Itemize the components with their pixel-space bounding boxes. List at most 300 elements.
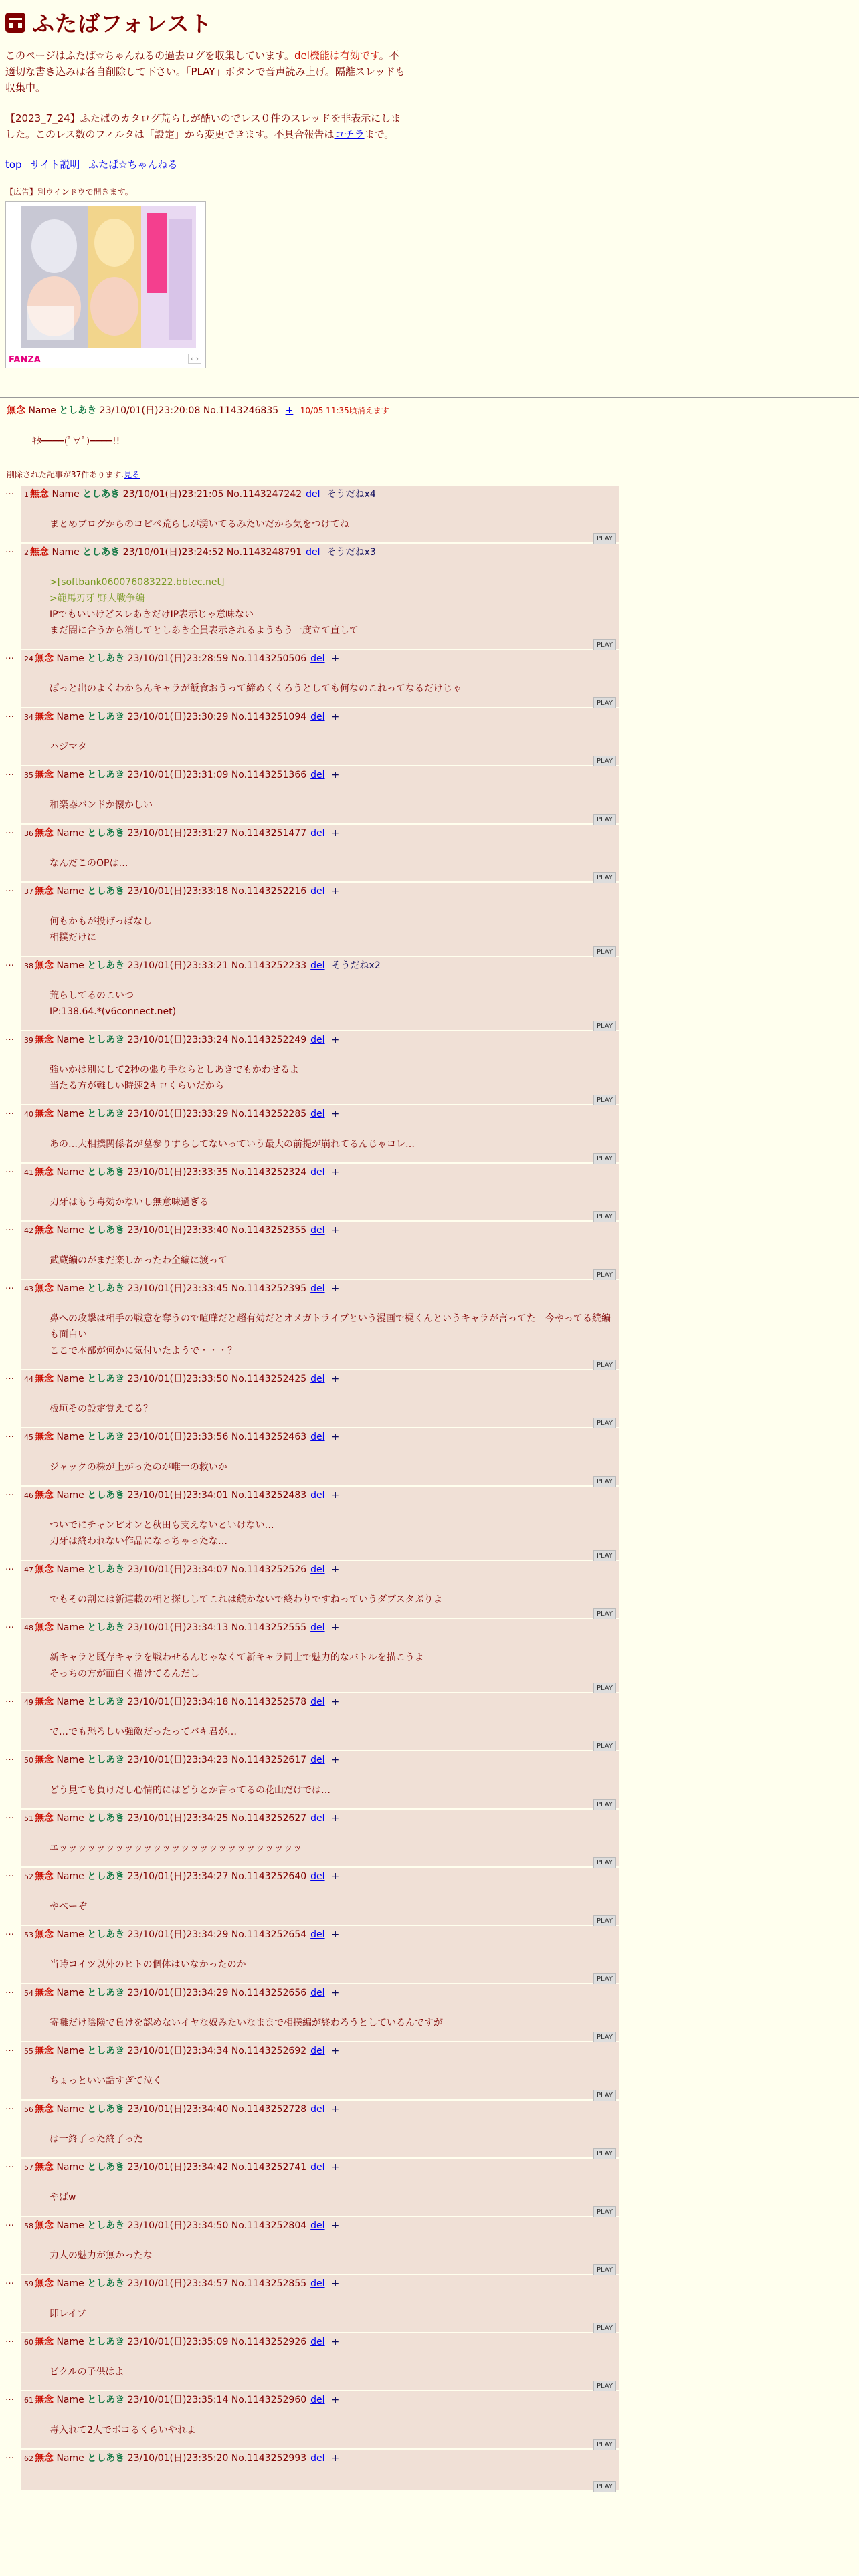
- reply-indent: …: [5, 1985, 14, 1996]
- reply-indent: …: [5, 2335, 14, 2345]
- sodane-button[interactable]: +: [331, 2162, 340, 2173]
- reply-body: [50, 1401, 616, 1417]
- reply-index: 56: [24, 2105, 33, 2114]
- play-button[interactable]: PLAY: [593, 639, 616, 651]
- reply-index: 42: [24, 1226, 33, 1235]
- reply-index: 50: [24, 1756, 33, 1765]
- reply-datetime: 23/10/01(日)23:34:27: [127, 1871, 229, 1882]
- bug-report-link[interactable]: コチラ: [334, 128, 365, 140]
- op-expire-note: 10/05 11:35頃消えます: [300, 406, 389, 415]
- del-link[interactable]: del: [310, 2046, 325, 2056]
- reply-indent: …: [5, 1033, 14, 1043]
- reply-number[interactable]: No.1143251366: [231, 770, 307, 780]
- table-row: [5, 2450, 859, 2490]
- reply-name-label: Name: [56, 2337, 84, 2347]
- reply-index: 35: [24, 771, 33, 780]
- reply-name-label: Name: [56, 653, 84, 664]
- reply-footer: [24, 1915, 616, 1925]
- reply-post: [21, 1280, 619, 1369]
- deleted-note-text: 削除された記事が37件あります.: [7, 470, 124, 479]
- table-row: [5, 2275, 859, 2332]
- play-button[interactable]: PLAY: [593, 946, 616, 958]
- futaba-logo-icon[interactable]: [5, 13, 25, 33]
- del-link[interactable]: del: [310, 1564, 325, 1575]
- sodane-button[interactable]: +: [331, 1035, 340, 1045]
- reply-line: まとめブログからのコピペ荒らしが湧いてるみたいだから気をつけてね: [50, 519, 349, 530]
- reply-number[interactable]: No.1143252640: [231, 1871, 307, 1882]
- reply-number[interactable]: No.1143252425: [231, 1374, 307, 1384]
- reply-footer: [24, 2206, 616, 2216]
- sodane-button[interactable]: そうだねx2: [331, 960, 381, 971]
- reply-index: 54: [24, 1989, 33, 1998]
- reply-line: 寄囃だけ陰険で負けを認めないイヤな奴みたいなままで相撲編が終わろうとしているんですが: [50, 2018, 443, 2028]
- reply-index: 62: [24, 2454, 33, 2463]
- reply-datetime: 23/10/01(日)23:34:25: [127, 1813, 229, 1824]
- reply-body: [50, 2364, 616, 2380]
- table-row: [5, 1810, 859, 1866]
- del-link[interactable]: del: [310, 2278, 325, 2289]
- del-link[interactable]: del: [310, 1755, 325, 1765]
- play-button[interactable]: PLAY: [593, 1799, 616, 1810]
- del-link[interactable]: del: [310, 1283, 325, 1294]
- reply-line: やべーぞ: [50, 1901, 87, 1912]
- reply-name: としあき: [87, 1225, 125, 1236]
- play-button[interactable]: PLAY: [593, 1269, 616, 1281]
- reply-number[interactable]: No.1143252741: [231, 2162, 307, 2173]
- play-button[interactable]: PLAY: [593, 1683, 616, 1694]
- play-button[interactable]: PLAY: [593, 1857, 616, 1868]
- intro2-text-post: まで。: [364, 128, 395, 140]
- reply-datetime: 23/10/01(日)23:33:18: [127, 886, 229, 897]
- table-row: [5, 2159, 859, 2216]
- play-button[interactable]: PLAY: [593, 533, 616, 544]
- reply-body: [50, 1136, 616, 1152]
- reply-post: [21, 544, 619, 649]
- play-button[interactable]: PLAY: [593, 2148, 616, 2159]
- sodane-button[interactable]: +: [331, 1988, 340, 1998]
- reply-indent: …: [5, 2451, 14, 2461]
- sodane-button[interactable]: +: [331, 1622, 340, 1633]
- reply-number[interactable]: No.1143248791: [226, 547, 302, 558]
- sodane-button[interactable]: +: [331, 653, 340, 664]
- reply-number[interactable]: No.1143252483: [231, 1490, 307, 1501]
- reply-line: どう見ても負けだし心情的にはどうとか言ってるの花山だけでは…: [50, 1785, 330, 1796]
- reply-indent: …: [5, 1869, 14, 1879]
- table-row: [5, 2042, 859, 2099]
- del-link[interactable]: del: [310, 1871, 325, 1882]
- sodane-button[interactable]: +: [331, 1697, 340, 1707]
- del-link[interactable]: del: [310, 1167, 325, 1178]
- del-link[interactable]: del: [306, 489, 320, 500]
- reply-number[interactable]: No.1143252249: [231, 1035, 307, 1045]
- reply-post: [21, 2275, 619, 2332]
- sodane-button[interactable]: +: [331, 886, 340, 897]
- op-number[interactable]: No.1143246835: [203, 405, 279, 416]
- table-row: [5, 650, 859, 707]
- reply-subject: 無念: [35, 1225, 54, 1236]
- reply-number[interactable]: No.1143251477: [231, 828, 307, 839]
- reply-name-label: Name: [56, 1871, 84, 1882]
- del-link[interactable]: del: [310, 2162, 325, 2173]
- sodane-button[interactable]: +: [331, 1564, 340, 1575]
- reply-name-label: Name: [52, 547, 80, 558]
- reply-line: でもその割には新連載の相と探ししてこれは続かないで終わりですねっていうダブスタぶりよ: [50, 1594, 443, 1605]
- reply-number[interactable]: No.1143247242: [226, 489, 302, 500]
- reply-index: 58: [24, 2222, 33, 2230]
- reply-line: 新キャラと既存キャラを戦わせるんじゃなくて新キャラ同士で魅力的なバトルを描こうよ: [50, 1652, 424, 1663]
- reply-body: [50, 739, 616, 755]
- reply-footer: [24, 639, 616, 649]
- del-link[interactable]: del: [310, 712, 325, 722]
- reply-datetime: 23/10/01(日)23:35:20: [127, 2453, 229, 2464]
- reply-subject: 無念: [35, 1755, 54, 1765]
- reply-footer: [24, 1856, 616, 1866]
- intro-paragraph-1: [5, 47, 407, 96]
- reply-footer: [24, 1608, 616, 1618]
- del-link[interactable]: del: [310, 1035, 325, 1045]
- reply-indent: …: [5, 1281, 14, 1291]
- table-row: [5, 1222, 859, 1279]
- reply-subject: 無念: [35, 2337, 54, 2347]
- del-link[interactable]: del: [310, 828, 325, 839]
- reply-subject: 無念: [35, 1697, 54, 1707]
- play-button[interactable]: PLAY: [593, 2264, 616, 2276]
- reply-number[interactable]: No.1143252654: [231, 1929, 307, 1940]
- reply-name-label: Name: [56, 1755, 84, 1765]
- reply-subject: 無念: [35, 2395, 54, 2405]
- ad-nav-arrows[interactable]: ‹ ›: [188, 354, 201, 364]
- reply-line: ビクルの子供はよ: [50, 2367, 124, 2377]
- reply-body: [50, 1062, 616, 1094]
- del-link[interactable]: del: [310, 1813, 325, 1824]
- reply-indent: …: [5, 1372, 14, 1382]
- reply-indent: …: [5, 2393, 14, 2403]
- del-link[interactable]: del: [310, 1374, 325, 1384]
- reply-number[interactable]: No.1143252627: [231, 1813, 307, 1824]
- reply-body: [50, 516, 616, 532]
- reply-list: [0, 486, 859, 2490]
- reply-line: 何もかもが投げっぱなし: [50, 916, 153, 927]
- reply-number[interactable]: No.1143252692: [231, 2046, 307, 2056]
- reply-body: [50, 2131, 616, 2147]
- reply-post: [21, 1810, 619, 1866]
- ad-brand: FANZA: [9, 355, 41, 365]
- sodane-button[interactable]: +: [331, 1109, 340, 1119]
- reply-header: [24, 1489, 616, 1503]
- play-button[interactable]: PLAY: [593, 756, 616, 767]
- op-plus-button[interactable]: +: [285, 405, 294, 416]
- reply-body: [50, 797, 616, 813]
- table-row: [5, 1619, 859, 1692]
- op-datetime: 23/10/01(日)23:20:08: [99, 405, 201, 416]
- reply-body: [50, 1724, 616, 1740]
- reply-indent: …: [5, 958, 14, 968]
- play-button[interactable]: PLAY: [593, 697, 616, 709]
- reply-name: としあき: [87, 2162, 125, 2173]
- sodane-button[interactable]: +: [331, 770, 340, 780]
- reply-number[interactable]: No.1143250506: [231, 653, 307, 664]
- del-link[interactable]: del: [310, 886, 325, 897]
- reply-name: としあき: [87, 2220, 125, 2231]
- del-link[interactable]: del: [310, 1697, 325, 1707]
- play-button[interactable]: PLAY: [593, 1211, 616, 1222]
- reply-number[interactable]: No.1143251094: [231, 712, 307, 722]
- sodane-button[interactable]: +: [331, 2046, 340, 2056]
- play-button[interactable]: PLAY: [593, 2381, 616, 2392]
- reply-subject: 無念: [35, 2162, 54, 2173]
- ad-banner[interactable]: [5, 201, 206, 368]
- sodane-button[interactable]: +: [331, 1167, 340, 1178]
- reply-line: ハジマタ: [50, 742, 87, 752]
- reply-footer: [24, 697, 616, 707]
- reply-number[interactable]: No.1143252216: [231, 886, 307, 897]
- del-link[interactable]: del: [310, 2337, 325, 2347]
- play-button[interactable]: PLAY: [593, 2090, 616, 2101]
- reply-name-label: Name: [56, 2453, 84, 2464]
- sodane-button[interactable]: +: [331, 828, 340, 839]
- reply-index: 53: [24, 1931, 33, 1939]
- reply-name-label: Name: [56, 1929, 84, 1940]
- table-row: [5, 2391, 859, 2448]
- reply-header: [24, 2452, 616, 2466]
- table-row: [5, 957, 859, 1030]
- reply-name-label: Name: [56, 1564, 84, 1575]
- reply-subject: 無念: [30, 489, 49, 500]
- reply-header: [24, 1166, 616, 1180]
- reply-body: [50, 2015, 616, 2031]
- reply-number[interactable]: No.1143252233: [231, 960, 307, 971]
- table-row: [5, 1370, 859, 1427]
- sodane-button[interactable]: +: [331, 2104, 340, 2115]
- reply-number[interactable]: No.1143252463: [231, 1432, 307, 1442]
- reply-header: [24, 1107, 616, 1121]
- reply-subject: 無念: [35, 2046, 54, 2056]
- reply-indent: …: [5, 2044, 14, 2054]
- sodane-button[interactable]: +: [331, 2337, 340, 2347]
- del-link[interactable]: del: [310, 1109, 325, 1119]
- del-link[interactable]: del: [310, 960, 325, 971]
- sodane-button[interactable]: +: [331, 1432, 340, 1442]
- reply-subject: 無念: [35, 1283, 54, 1294]
- play-button[interactable]: PLAY: [593, 1418, 616, 1429]
- play-button[interactable]: PLAY: [593, 2481, 616, 2492]
- reply-indent: …: [5, 1488, 14, 1498]
- reply-subject: 無念: [35, 2220, 54, 2231]
- reply-number[interactable]: No.1143252728: [231, 2104, 307, 2115]
- reply-datetime: 23/10/01(日)23:34:34: [127, 2046, 229, 2056]
- reply-line: >[softbank060076083222.bbtec.net]: [50, 577, 225, 588]
- reply-index: 49: [24, 1698, 33, 1707]
- reply-name-label: Name: [56, 1490, 84, 1501]
- table-row: [5, 544, 859, 649]
- reply-body: [50, 1782, 616, 1798]
- reply-name-label: Name: [56, 1432, 84, 1442]
- del-link[interactable]: del: [310, 2395, 325, 2405]
- reply-indent: …: [5, 487, 14, 497]
- table-row: [5, 1428, 859, 1485]
- reply-header: [24, 1986, 616, 2000]
- reply-name-label: Name: [56, 1225, 84, 1236]
- del-link[interactable]: del: [310, 1622, 325, 1633]
- sodane-button[interactable]: +: [331, 2395, 340, 2405]
- play-button[interactable]: PLAY: [593, 2032, 616, 2043]
- reply-number[interactable]: No.1143252855: [231, 2278, 307, 2289]
- reply-number[interactable]: No.1143252960: [231, 2395, 307, 2405]
- table-row: [5, 708, 859, 765]
- del-link[interactable]: del: [310, 2220, 325, 2231]
- play-button[interactable]: PLAY: [593, 1915, 616, 1927]
- reply-indent: …: [5, 1107, 14, 1117]
- del-link[interactable]: del: [310, 1929, 325, 1940]
- reply-header: [24, 1812, 616, 1826]
- nav-top-link[interactable]: top: [5, 158, 22, 171]
- play-button[interactable]: PLAY: [593, 2439, 616, 2450]
- reply-number[interactable]: No.1143252395: [231, 1283, 307, 1294]
- sodane-button[interactable]: +: [331, 1374, 340, 1384]
- sodane-button[interactable]: +: [331, 1490, 340, 1501]
- nav-futaba-link[interactable]: ふたば☆ちゃんねる: [88, 158, 178, 171]
- del-link[interactable]: del: [310, 1490, 325, 1501]
- reply-header: [24, 1033, 616, 1047]
- reply-number[interactable]: No.1143252617: [231, 1755, 307, 1765]
- play-button[interactable]: PLAY: [593, 1741, 616, 1752]
- play-button[interactable]: PLAY: [593, 814, 616, 825]
- play-button[interactable]: PLAY: [593, 1476, 616, 1487]
- reply-datetime: 23/10/01(日)23:34:40: [127, 2104, 229, 2115]
- reply-index: 45: [24, 1433, 33, 1442]
- sodane-button[interactable]: +: [331, 2278, 340, 2289]
- reply-post: [21, 1031, 619, 1104]
- reply-line: IP:138.64.*(v6connect.net): [50, 1006, 177, 1017]
- reply-name: としあき: [87, 1813, 125, 1824]
- reply-indent: …: [5, 1753, 14, 1763]
- reply-number[interactable]: No.1143252324: [231, 1167, 307, 1178]
- play-button[interactable]: PLAY: [593, 2206, 616, 2218]
- reply-datetime: 23/10/01(日)23:34:07: [127, 1564, 229, 1575]
- reply-index: 39: [24, 1036, 33, 1045]
- sodane-button[interactable]: +: [331, 1283, 340, 1294]
- play-button[interactable]: PLAY: [593, 1360, 616, 1371]
- reply-footer: [24, 1973, 616, 1983]
- nav-about-link[interactable]: サイト説明: [30, 158, 80, 171]
- reply-name: としあき: [87, 1564, 125, 1575]
- ad-image[interactable]: [21, 206, 196, 348]
- reply-line: 刃牙は終われない作品になっちゃったな…: [50, 1536, 227, 1547]
- reply-indent: …: [5, 1223, 14, 1233]
- play-button[interactable]: PLAY: [593, 1095, 616, 1106]
- reply-number[interactable]: No.1143252578: [231, 1697, 307, 1707]
- reply-line: 当たる方が難しい時速2キロくらいだから: [50, 1081, 224, 1091]
- reply-footer: [24, 2380, 616, 2390]
- reply-body: [50, 1592, 616, 1608]
- show-deleted-link[interactable]: 見る: [124, 470, 140, 479]
- reply-name-label: Name: [56, 1697, 84, 1707]
- reply-header: [24, 2161, 616, 2175]
- play-button[interactable]: PLAY: [593, 1550, 616, 1562]
- table-row: [5, 1984, 859, 2041]
- reply-line: 鼻への攻撃は相手の戦意を奪うので喧嘩だと超有効だとオメガトライブという漫画で梶くんというキャラが言ってた 今やってる続編も面白い: [50, 1313, 611, 1340]
- sodane-button[interactable]: +: [331, 1225, 340, 1236]
- reply-header: [24, 546, 616, 560]
- play-button[interactable]: PLAY: [593, 2323, 616, 2334]
- reply-number[interactable]: No.1143252804: [231, 2220, 307, 2231]
- reply-post: [21, 2333, 619, 2390]
- sodane-button[interactable]: +: [331, 1755, 340, 1765]
- reply-index: 36: [24, 829, 33, 838]
- reply-post: [21, 1222, 619, 1279]
- reply-number[interactable]: No.1143252656: [231, 1988, 307, 1998]
- reply-number[interactable]: No.1143252285: [231, 1109, 307, 1119]
- sodane-button[interactable]: +: [331, 1813, 340, 1824]
- reply-subject: 無念: [35, 1929, 54, 1940]
- play-button[interactable]: PLAY: [593, 1153, 616, 1164]
- site-title-row: [5, 7, 854, 38]
- reply-subject: 無念: [35, 1988, 54, 1998]
- del-link[interactable]: del: [310, 1432, 325, 1442]
- play-button[interactable]: PLAY: [593, 872, 616, 883]
- reply-line: 武蔵編のがまだ楽しかったわ全編に渡って: [50, 1255, 227, 1266]
- reply-post: [21, 1751, 619, 1808]
- del-link[interactable]: del: [306, 547, 320, 558]
- reply-post: [21, 2450, 619, 2490]
- sodane-button[interactable]: +: [331, 1929, 340, 1940]
- reply-post: [21, 1693, 619, 1750]
- reply-index: 55: [24, 2047, 33, 2056]
- reply-footer: [24, 1359, 616, 1369]
- reply-line: 荒らしてるのこいつ: [50, 990, 134, 1001]
- play-button[interactable]: PLAY: [593, 1973, 616, 1985]
- reply-name: としあき: [87, 1490, 125, 1501]
- reply-subject: 無念: [35, 1374, 54, 1384]
- reply-name: としあき: [87, 1432, 125, 1442]
- del-link[interactable]: del: [310, 1988, 325, 1998]
- sodane-button[interactable]: そうだねx3: [326, 547, 376, 558]
- sodane-button[interactable]: そうだねx4: [326, 489, 376, 500]
- reply-header: [24, 1753, 616, 1767]
- play-button[interactable]: PLAY: [593, 1021, 616, 1032]
- op-name-label: Name: [28, 405, 56, 416]
- reply-number[interactable]: No.1143252993: [231, 2453, 307, 2464]
- reply-footer: [24, 1417, 616, 1427]
- reply-header: [24, 2219, 616, 2233]
- reply-index: 2: [24, 548, 29, 557]
- reply-number[interactable]: No.1143252526: [231, 1564, 307, 1575]
- table-row: [5, 1561, 859, 1618]
- sodane-button[interactable]: +: [331, 2220, 340, 2231]
- sodane-button[interactable]: +: [331, 1871, 340, 1882]
- reply-line: そっちの方が面白く描けてるんだし: [50, 1669, 199, 1679]
- reply-name: としあき: [87, 1871, 125, 1882]
- reply-name-label: Name: [56, 1988, 84, 1998]
- reply-name-label: Name: [56, 2162, 84, 2173]
- sodane-button[interactable]: +: [331, 712, 340, 722]
- reply-index: 52: [24, 1872, 33, 1881]
- del-link[interactable]: del: [310, 2453, 325, 2464]
- reply-number[interactable]: No.1143252355: [231, 1225, 307, 1236]
- del-link[interactable]: del: [310, 2104, 325, 2115]
- nav-links: [5, 157, 854, 171]
- del-link[interactable]: del: [310, 653, 325, 664]
- reply-post: [21, 825, 619, 881]
- play-button[interactable]: PLAY: [593, 1608, 616, 1620]
- del-link[interactable]: del: [310, 1225, 325, 1236]
- reply-number[interactable]: No.1143252555: [231, 1622, 307, 1633]
- sodane-button[interactable]: +: [331, 2453, 340, 2464]
- del-link[interactable]: del: [310, 770, 325, 780]
- reply-name-label: Name: [56, 1167, 84, 1178]
- reply-number[interactable]: No.1143252926: [231, 2337, 307, 2347]
- reply-subject: 無念: [35, 653, 54, 664]
